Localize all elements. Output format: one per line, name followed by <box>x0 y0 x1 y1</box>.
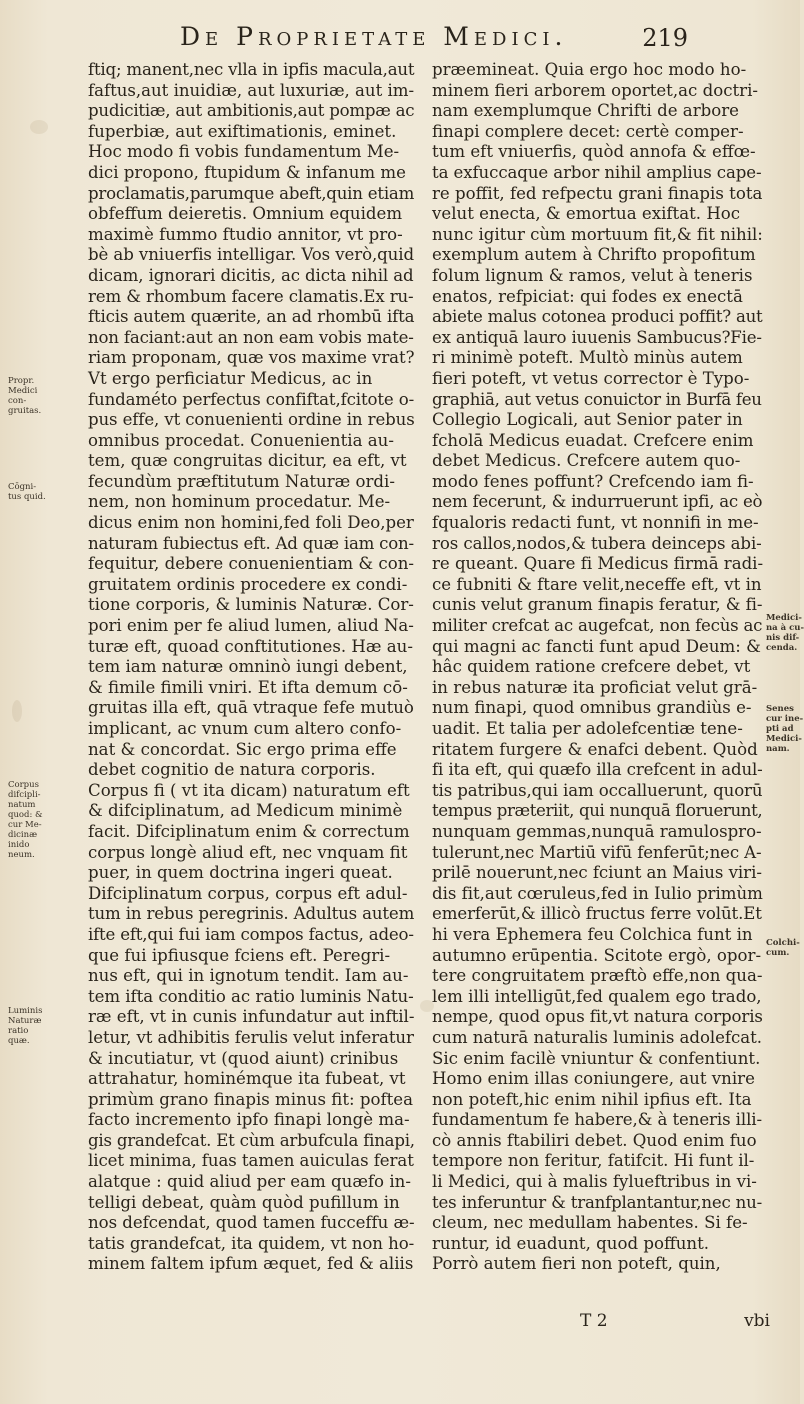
text-line: finapi complere decet: certè comper- <box>432 121 744 141</box>
running-title: De Proprietate Medici. <box>180 22 568 51</box>
text-line: minem faltem ipfum æquet, fed & aliis <box>88 1254 414 1274</box>
text-line: minem fieri arborem oportet,ac doctri- <box>432 80 759 100</box>
text-line: maximè fummo ftudio annitor, vt pro- <box>88 224 403 244</box>
text-line: fi ita eft, qui quæfo illa crefcent in adul- <box>432 760 763 780</box>
text-line: & difciplinatum, ad Medicum minimè <box>88 801 403 821</box>
text-line: cò annis ftabiliri debet. Quod enim fuo <box>432 1130 757 1150</box>
text-line: Corpus fi ( vt ita dicam) naturatum eft <box>88 780 410 800</box>
text-line: Sic enim facilè vniuntur & confentiunt. <box>432 1048 761 1068</box>
text-line: fcholā Medicus euadat. Crefcere enim <box>432 430 754 450</box>
text-line: Vt ergo perficiatur Medicus, ac in <box>88 368 373 388</box>
text-line: ifte eft,qui fui iam compos factus, adeo- <box>88 924 414 944</box>
text-line: cleum, nec medullam habentes. Si fe- <box>432 1213 748 1233</box>
text-line: emerferūt,& illicò fructus ferre volūt.Et <box>432 904 762 924</box>
text-line: tempore non feritur, fatifcit. Hi funt il- <box>432 1151 755 1171</box>
text-line: nat & concordat. Sic ergo prima effe <box>88 739 397 759</box>
text-line: ce fubniti & ftare velit,neceffe eft, vt in <box>432 574 762 594</box>
text-line: nus eft, qui in ignotum tendit. Iam au- <box>88 966 409 986</box>
text-line: attrahatur, hominémque ita fubeat, vt <box>88 1069 406 1089</box>
text-line: corpus longè aliud eft, nec vnquam fit <box>88 842 408 862</box>
text-line: obfeffum deieretis. Omnium equidem <box>88 204 403 224</box>
text-line: ta exfuccaque arbor nihil amplius cape- <box>432 162 762 182</box>
margin-note-right: Senes cur ine- pti ad Medici- nam. <box>766 704 804 754</box>
text-line: omnibus procedat. Conuenientia au- <box>88 430 394 450</box>
text-line: turæ eft, quoad conftitutiones. Hæ au- <box>88 636 413 656</box>
text-line: tatis grandefcat, ita quidem, vt non ho- <box>88 1233 415 1253</box>
text-line: licet minima, fuas tamen auiculas ferat <box>88 1151 414 1171</box>
text-line: qui magni ac fancti funt apud Deum: & <box>432 636 761 656</box>
text-line: Hoc modo fi vobis fundamentum Me- <box>88 142 400 162</box>
margin-note-left: Corpus difcipli- natum quod: & cur Me- dicinæ inido neum. <box>8 780 43 860</box>
text-line: dici propono, ftupidum & infanum me <box>88 162 406 182</box>
text-line: hâc quidem ratione crefcere debet, vt <box>432 657 751 677</box>
text-line: facto incremento ipfo finapi longè ma- <box>88 1110 410 1130</box>
text-line: lem illi intelligūt,fed qualem ego trado, <box>432 986 762 1006</box>
text-line: pori enim per fe aliud lumen, aliud Na- <box>88 616 414 636</box>
text-line: præemineat. Quia ergo hoc modo ho- <box>432 60 747 79</box>
text-line: enatos, refpiciat: qui fodes ex enectā <box>432 286 743 306</box>
text-line: prilē nouerunt,nec fciunt an Maius viri- <box>432 863 762 883</box>
text-line: cum naturā naturalis luminis adolefcat. <box>432 1027 762 1047</box>
text-line: nem fecerunt, & indurruerunt ipfi, ac eò <box>432 492 763 512</box>
text-line: que fui ipfiusque fciens eft. Peregri- <box>88 945 391 965</box>
text-line: modo fenes poffunt? Crefcendo iam fi- <box>432 471 754 491</box>
text-line: faftus,aut inuidiæ, aut luxuriæ, aut im- <box>88 80 415 100</box>
text-line: dicus enim non homini,fed foli Deo,per <box>88 513 414 533</box>
text-line: & incutiatur, vt (quod aiunt) crinibus <box>88 1048 399 1068</box>
page-header <box>0 22 800 58</box>
text-line: fqualoris redacti funt, vt nonnifi in me- <box>432 513 759 533</box>
text-line: dis fit,aut cœruleus,fed in Iulio primùm <box>432 883 763 903</box>
right-column <box>432 60 762 1275</box>
text-line: tis patribus,qui iam occalluerunt, quorū <box>432 780 763 800</box>
text-line: cunis velut granum finapis feratur, & fi- <box>432 595 763 615</box>
text-line: pudicitiæ, aut ambitionis,aut pompæ ac <box>88 101 415 121</box>
text-line: rem & rhombum facere clamatis.Ex ru- <box>88 286 414 306</box>
text-line: nunquam gemmas,nunquā ramulospro- <box>432 821 762 841</box>
text-line: tes inferuntur & tranfplantantur,nec nu- <box>432 1192 763 1212</box>
text-line: in rebus naturæ ita proficiat velut grā- <box>432 677 758 697</box>
text-line: ræ eft, vt in cunis infundatur aut inftil- <box>88 1007 415 1027</box>
text-line: tempus præteriit, qui nunquā floruerunt, <box>432 801 763 821</box>
text-line: nam exemplumque Chrifti de arbore <box>432 101 740 121</box>
text-line: alatque : quid aliud per eam quæfo in- <box>88 1172 411 1192</box>
text-line: fundamentum fe habere,& à teneris illi- <box>432 1110 762 1130</box>
text-line: letur, vt adhibitis ferulis velut inferatur <box>88 1027 414 1047</box>
text-line: nempe, quod opus fit,vt natura corporis <box>432 1007 763 1027</box>
text-line: graphiā, aut vetus conuictor in Burfā feu <box>432 389 762 409</box>
text-line: proclamatis,parumque abeft,quin etiam <box>88 183 415 203</box>
text-line: gruitatem ordinis procedere ex condi- <box>88 574 408 594</box>
text-line: implicant, ac vnum cum altero confo- <box>88 719 402 738</box>
text-line: puer, in quem doctrina ingeri queat. <box>88 863 393 883</box>
text-line: naturam fubiectus eft. Ad quæ iam con- <box>88 533 414 553</box>
text-line: tum eft vniuerfis, quòd annofa & effœ- <box>432 142 756 162</box>
text-line: fieri poteft, vt vetus corrector è Typo- <box>432 368 750 388</box>
text-line: nunc igitur cùm mortuum fit,& fit nihil: <box>432 224 763 244</box>
text-line: nem, non hominum procedatur. Me- <box>88 492 391 512</box>
left-column <box>88 60 414 1275</box>
text-line: tem iam naturæ omninò iungi debent, <box>88 657 408 677</box>
text-line: fecundùm præftitutum Naturæ ordi- <box>88 471 395 491</box>
text-line: re queant. Quare fi Medicus firmā radi- <box>432 554 764 574</box>
text-line: & fimile fimili vniri. Et ifta demum cō- <box>88 677 408 697</box>
margin-note-left: Luminis Naturæ ratio quæ. <box>8 1006 43 1046</box>
text-line: re poffit, fed refpectu grani finapis tota <box>432 183 763 203</box>
catchword: vbi <box>744 1311 770 1331</box>
text-line: autumno erūpentia. Scitote ergò, opor- <box>432 945 762 965</box>
text-line: fequitur, debere conuenientiam & con- <box>88 554 414 574</box>
text-line: tione corporis, & luminis Naturæ. Cor- <box>88 595 414 615</box>
text-line: telligi debeat, quàm quòd pufillum in <box>88 1192 400 1212</box>
text-line: ros callos,nodos,& tubera deinceps abi- <box>432 533 762 553</box>
text-line: ritatem furgere & enafci debent. Quòd <box>432 739 758 759</box>
text-line: li Medici, qui à malis fylueftribus in vi- <box>432 1172 757 1192</box>
text-line: ri minimè poteft. Multò minùs autem <box>432 348 743 368</box>
text-line: abiete malus cotonea produci poffit? aut <box>432 307 763 327</box>
text-line: bè ab vniuerfis intelligar. Vos verò,quid <box>88 245 415 265</box>
text-line: fticis autem quærite, an ad rhombū ifta <box>88 307 415 327</box>
text-line: Homo enim illas coniungere, aut vnire <box>432 1069 755 1089</box>
text-line: non faciant:aut an non eam vobis mate- <box>88 327 414 347</box>
text-line: ex antiquā lauro iuuenis Sambucus?Fie- <box>432 327 762 347</box>
text-line: pus effe, vt conuenienti ordine in rebus <box>88 410 415 430</box>
margin-note-left: Cōgni- tus quid. <box>8 482 46 502</box>
text-line: exemplum autem à Chrifto propofitum <box>432 245 756 265</box>
text-line: tulerunt,nec Martiū vifū fenferūt;nec A- <box>432 842 762 862</box>
text-line: facit. Difciplinatum enim & correctum <box>88 821 410 841</box>
text-line: Difciplinatum corpus, corpus eft adul- <box>88 883 408 903</box>
margin-note-right: Colchi- cum. <box>766 938 800 958</box>
page-footer <box>520 1311 770 1333</box>
text-line: gruitas illa eft, quā vtraque fefe mutuò <box>88 698 414 718</box>
text-line: Porrò autem fieri non poteft, quin, <box>432 1254 721 1274</box>
text-line: num finapi, quod omnibus grandiùs e- <box>432 698 752 718</box>
text-line: debet Medicus. Crefcere autem quo- <box>432 451 741 471</box>
text-line: velut enecta, & emortua exiftat. Hoc <box>432 204 741 224</box>
text-line: fundaméto perfectus confiftat,fcitote o- <box>88 389 415 409</box>
signature-mark: T 2 <box>580 1311 608 1331</box>
text-line: uadit. Et talia per adolefcentiæ tene- <box>432 719 743 738</box>
text-line: tum in rebus peregrinis. Adultus autem <box>88 904 415 924</box>
text-line: ftiq; manent,nec vlla in ipfis macula,aut <box>88 60 415 79</box>
text-line: tem ifta conditio ac ratio luminis Natu- <box>88 986 414 1006</box>
text-line: militer crefcat ac augefcat, non fecùs ac <box>432 616 763 636</box>
margin-note-left: Propr. Medici con- gruitas. <box>8 376 42 416</box>
text-line: runtur, id euadunt, quod poffunt. <box>432 1233 710 1253</box>
text-line: Collegio Logicali, aut Senior pater in <box>432 410 743 430</box>
text-line: riam proponam, quæ vos maxime vrat? <box>88 348 415 368</box>
margin-note-right: Medici- na à cu- nis dif- cenda. <box>766 613 804 653</box>
text-line: primùm grano finapis minus fit: poftea <box>88 1089 414 1109</box>
text-line: fuperbiæ, aut exiftimationis, eminet. <box>88 121 397 141</box>
text-line: gis grandefcat. Et cùm arbufcula finapi, <box>88 1130 415 1150</box>
text-line: nos defcendat, quod tamen fucceffu æ- <box>88 1213 415 1233</box>
text-line: tere congruitatem præftò effe,non qua- <box>432 966 763 986</box>
page-number: 219 <box>642 24 688 52</box>
text-line: tem, quæ congruitas dicitur, ea eft, vt <box>88 451 407 471</box>
text-line: non poteft,hic enim nihil ipfius eft. Ita <box>432 1089 752 1109</box>
text-line: debet cognitio de natura corporis. <box>88 760 376 780</box>
text-line: dicam, ignorari dicitis, ac dicta nihil ad <box>88 265 414 285</box>
text-line: folum lignum & ramos, velut à teneris <box>432 265 753 285</box>
text-line: hi vera Ephemera feu Colchica funt in <box>432 924 753 944</box>
